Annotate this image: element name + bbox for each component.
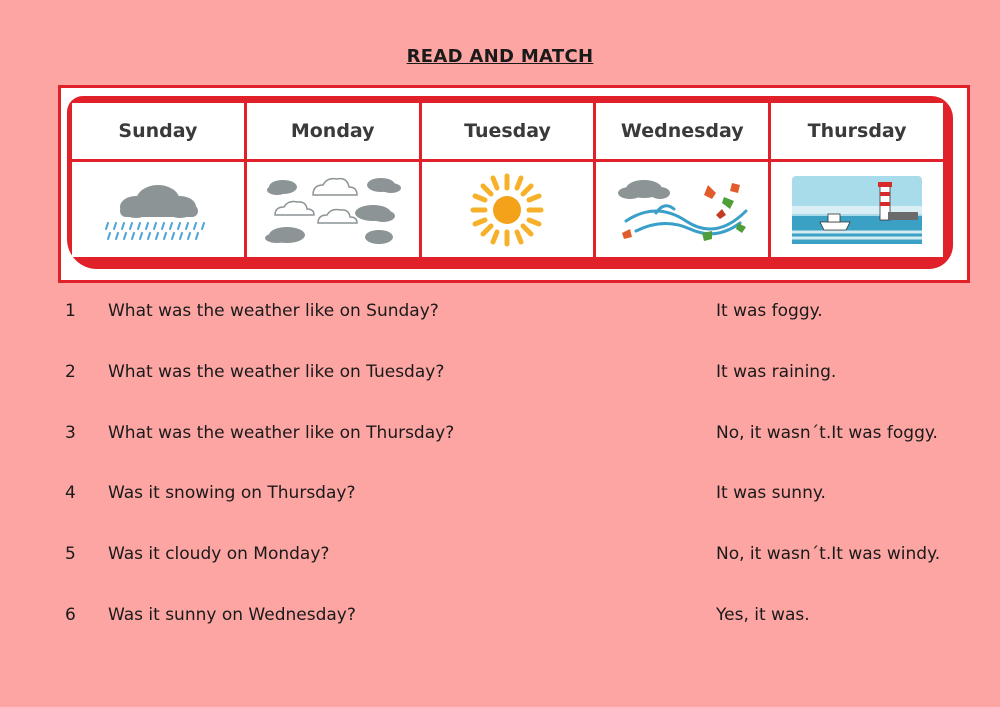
question-text: What was the weather like on Tuesday? <box>108 362 445 382</box>
page-title: READ AND MATCH <box>406 46 594 67</box>
question-number: 1 <box>65 301 76 321</box>
wind-icon <box>612 175 752 245</box>
weather-picture-monday <box>247 162 419 257</box>
question-number: 6 <box>65 605 76 625</box>
question-text: Was it snowing on Thursday? <box>108 483 356 503</box>
weather-picture-wednesday <box>596 162 768 257</box>
day-header-monday: Monday <box>247 103 419 159</box>
day-header-wednesday: Wednesday <box>596 103 768 159</box>
question-text: What was the weather like on Thursday? <box>108 423 455 443</box>
sun-icon <box>469 172 545 248</box>
fog-lighthouse-icon <box>792 176 922 244</box>
answer-text: No, it wasn´t.It was windy. <box>716 544 941 564</box>
day-header-tuesday: Tuesday <box>422 103 594 159</box>
weather-picture-thursday <box>771 162 943 257</box>
question-text: Was it sunny on Wednesday? <box>108 605 356 625</box>
question-text: Was it cloudy on Monday? <box>108 544 330 564</box>
answer-text: Yes, it was. <box>716 605 810 625</box>
question-number: 4 <box>65 483 76 503</box>
answer-text: It was foggy. <box>716 301 823 321</box>
question-number: 5 <box>65 544 76 564</box>
question-number: 2 <box>65 362 76 382</box>
answer-text: It was sunny. <box>716 483 826 503</box>
rain-cloud-icon <box>98 175 218 245</box>
clouds-icon <box>263 173 403 247</box>
weather-picture-sunday <box>72 162 244 257</box>
day-header-sunday: Sunday <box>72 103 244 159</box>
answer-text: No, it wasn´t.It was foggy. <box>716 423 938 443</box>
weather-picture-tuesday <box>422 162 594 257</box>
question-number: 3 <box>65 423 76 443</box>
day-header-thursday: Thursday <box>771 103 943 159</box>
weather-table <box>58 85 970 283</box>
question-text: What was the weather like on Sunday? <box>108 301 439 321</box>
answer-text: It was raining. <box>716 362 837 382</box>
